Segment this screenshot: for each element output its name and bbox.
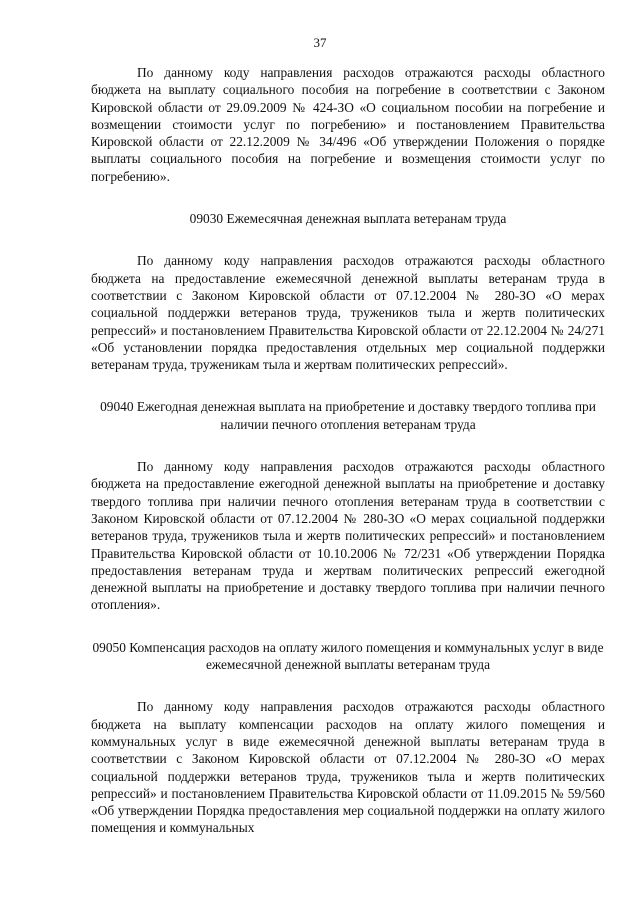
paragraph-09030: По данному коду направления расходов отражаются расходы областного бюджета на предоставление ежемесячной денежной выплаты ветеранам труда в соответствии с Законом Кировской области от 07.12.2004 № 280-ЗО «О мерах социальной поддержки ветеранов труда, тружеников тыла и жертв политических репрессий» и постановлением Правительства Кировской области от 22.12.2004 № 24/271 «Об установлении порядка предоставления отдельных мер социальной поддержки ветеранам труда, труженикам тыла и жертвам политических репрессий». <box>91 253 605 373</box>
paragraph-09040: По данному коду направления расходов отражаются расходы областного бюджета на предоставление ежегодной денежной выплаты на приобретение и доставку твердого топлива при наличии печного отопления ветеранам труда в соответствии с Законом Кировской области от 07.12.2004 № 280-ЗО «О мерах социальной поддержки ветеранов труда, тружеников тыла и жертв политических репрессий» и постановлением Правительства Кировской области от 10.10.2006 № 72/231 «Об утверждении Порядка предоставления ветеранам труда и жертвам политических репрессий ежегодной денежной выплаты на приобретение и доставку твердого топлива при наличии печного отопления». <box>91 459 605 613</box>
document-body <box>91 64 605 837</box>
heading-09050: 09050 Компенсация расходов на оплату жилого помещения и коммунальных услуг в виде ежемесячной денежной выплаты ветеранам труда <box>92 639 604 673</box>
page-number: 37 <box>313 35 327 50</box>
paragraph-burial-allowance: По данному коду направления расходов отражаются расходы областного бюджета на выплату социального пособия на погребение в соответствии с Законом Кировской области от 29.09.2009 № 424-ЗО «О социальном пособии на погребение и возмещении стоимости услуг по погребению» и постановлением Правительства Кировской области от 22.12.2009 № 34/496 «Об утверждении Положения о порядке выплаты социального пособия на погребение и возмещения стоимости услуг по погребению». <box>91 65 605 184</box>
heading-09030: 09030 Ежемесячная денежная выплата ветеранам труда <box>189 211 507 227</box>
paragraph-09050: По данному коду направления расходов отражаются расходы областного бюджета на выплату компенсации расходов на оплату жилого помещения и коммунальных услуг в виде ежемесячной денежной выплаты ветеранам труда в соответствии с Законом Кировской области от 07.12.2004 № 280-ЗО «О мерах социальной поддержки ветеранов труда, тружеников тыла и жертв политических репрессий» и постановлением Правительства Кировской области от 11.09.2015 № 59/560 «Об утверждении Порядка предоставления мер социальной поддержки на оплату жилого помещения и коммунальных <box>91 699 605 836</box>
heading-09040: 09040 Ежегодная денежная выплата на приобретение и доставку твердого топлива при наличии печного отопления ветеранам труда <box>100 399 596 432</box>
